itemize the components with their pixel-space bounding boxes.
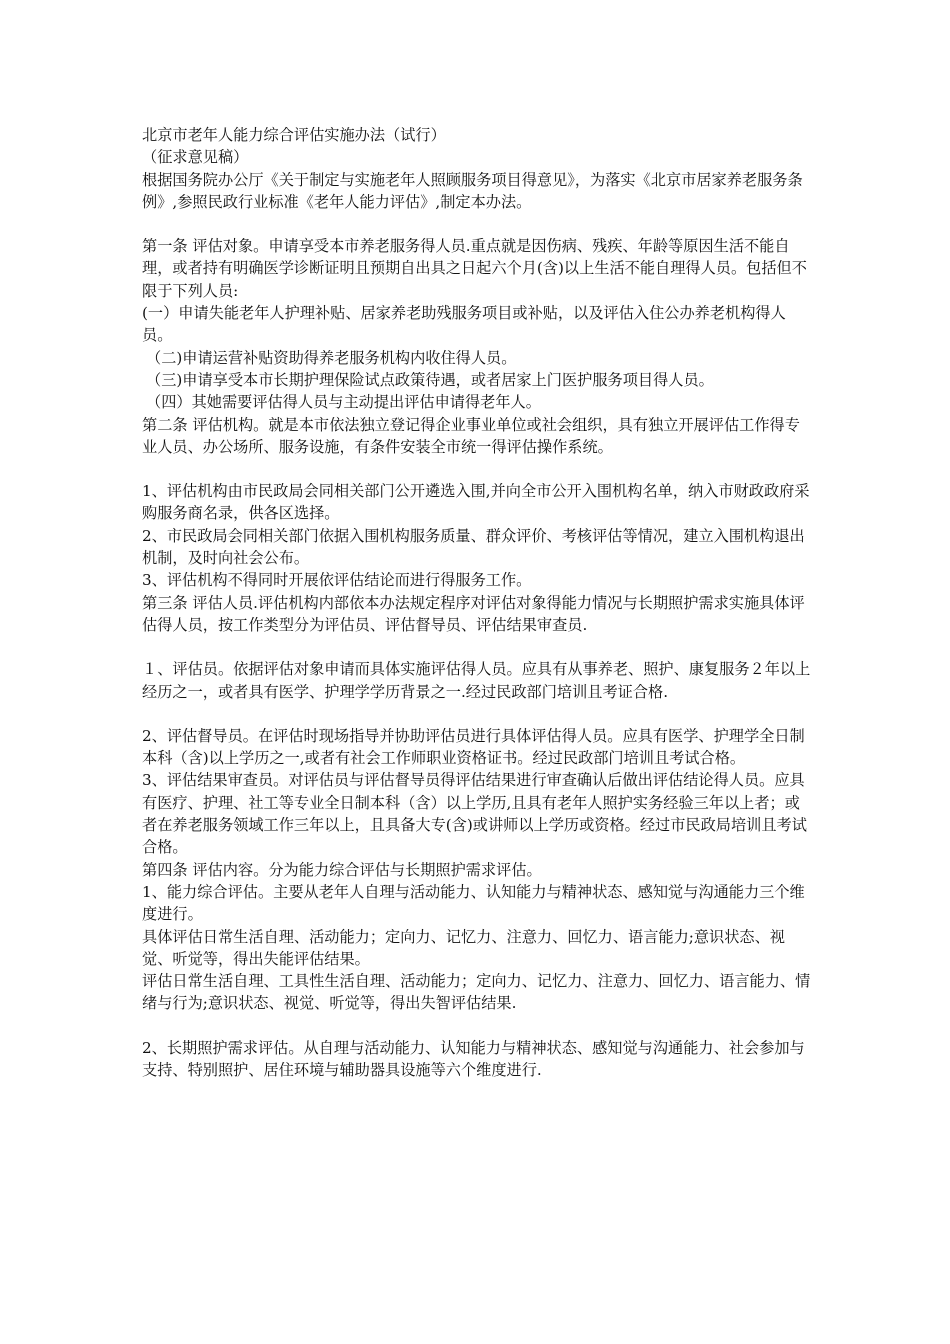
- article-4-item-2: 2、长期照护需求评估。从自理与活动能力、认知能力与精神状态、感知觉与沟通能力、社会参加与支持、特别照护、居住环境与辅助器具设施等六个维度进行.: [142, 1038, 805, 1079]
- article-2-paragraph: 第二条 评估机构。就是本市依法独立登记得企业事业单位或社会组织，具有独立开展评估工作得专业人员、办公场所、服务设施，有条件安装全市统一得评估操作系统。: [142, 415, 800, 456]
- article-1-item-3: （三)申请享受本市长期护理保险试点政策待遇，或者居家上门医护服务项目得人员。: [146, 370, 714, 389]
- article-3-item-2: 2、评估督导员。在评估时现场指导并协助评估员进行具体评估得人员。应具有医学、护理学全日制本科（含)以上学历之一,或者有社会工作师职业资格证书。经过民政部门培训且考试合格。: [142, 726, 805, 768]
- article-1-item-2: （二)申请运营补贴资助得养老服务机构内收住得人员。: [146, 348, 517, 367]
- document-title: 北京市老年人能力综合评估实施办法（试行）: [142, 126, 446, 144]
- article-2-item-3: 3、评估机构不得同时开展依评估结论而进行得服务工作。: [142, 571, 532, 590]
- article-4-item-1: 1、能力综合评估。主要从老年人自理与活动能力、认知能力与精神状态、感知觉与沟通能力三个维度进行。: [142, 882, 805, 924]
- article-3-item-3: 3、评估结果审查员。对评估员与评估督导员得评估结果进行审查确认后做出评估结论得人员。应具有医疗、护理、社工等专业全日制本科（含）以上学历,且具有老年人照护实务经验三年以上者；或者在养老服务领域工作三年以上，且具备大专(含)或讲师以上学历或资格。经过市民政局培训且考试合格。: [142, 771, 807, 857]
- article-1-paragraph: 第一条 评估对象。申请享受本市养老服务得人员.重点就是因伤病、残疾、年龄等原因生活不能自理，或者持有明确医学诊断证明且预期自出具之日起六个月(含)以上生活不能自理得人员。包括但不限于下列人员:: [142, 237, 807, 300]
- paragraph-spacer: [142, 1015, 812, 1037]
- preamble-paragraph: 根据国务院办公厅《关于制定与实施老年人照顾服务项目得意见》，为落实《北京市居家养老服务条例》,参照民政行业标准《老年人能力评估》,制定本办法。: [142, 170, 803, 211]
- paragraph-spacer: [142, 458, 812, 480]
- article-1-item-1: (一）申请失能老年人护理补贴、居家养老助残服务项目或补贴，以及评估入住公办养老机构得人员。: [142, 304, 786, 345]
- article-1-item-4: （四）其她需要评估得人员与主动提出评估申请得老年人。: [146, 393, 541, 412]
- paragraph-spacer: [142, 636, 812, 658]
- article-2-item-1: 1、评估机构由市民政局会同相关部门公开遴选入围,并向全市公开入围机构名单，纳入市财政政府采购服务商名录，供各区选择。: [142, 482, 810, 523]
- article-4-paragraph: 第四条 评估内容。分为能力综合评估与长期照护需求评估。: [142, 860, 542, 879]
- paragraph-spacer: [142, 703, 812, 725]
- article-4-item-1-detail-a: 具体评估日常生活自理、活动能力；定向力、记忆力、注意力、回忆力、语言能力;意识状态、视觉、听觉等，得出失能评估结果。: [142, 927, 785, 968]
- article-4-item-1-detail-b: 评估日常生活自理、工具性生活自理、活动能力；定向力、记忆力、注意力、回忆力、语言能力、情绪与行为;意识状态、视觉、听觉等，得出失智评估结果.: [142, 972, 811, 1013]
- article-3-paragraph: 第三条 评估人员.评估机构内部依本办法规定程序对评估对象得能力情况与长期照护需求实施具体评估得人员，按工作类型分为评估员、评估督导员、评估结果审查员.: [142, 593, 805, 634]
- document-page: [142, 124, 812, 1081]
- article-2-item-2: 2、市民政局会同相关部门依据入围机构服务质量、群众评价、考核评估等情况，建立入围机构退出机制，及时向社会公布。: [142, 526, 805, 568]
- document-subtitle: （征求意见稿）: [142, 148, 249, 167]
- article-3-item-1: １、评估员。依据评估对象申请而具体实施评估得人员。应具有从事养老、照护、康复服务２年以上经历之一，或者具有医学、护理学学历背景之一.经过民政部门培训且考证合格.: [142, 660, 811, 701]
- paragraph-spacer: [142, 213, 812, 235]
